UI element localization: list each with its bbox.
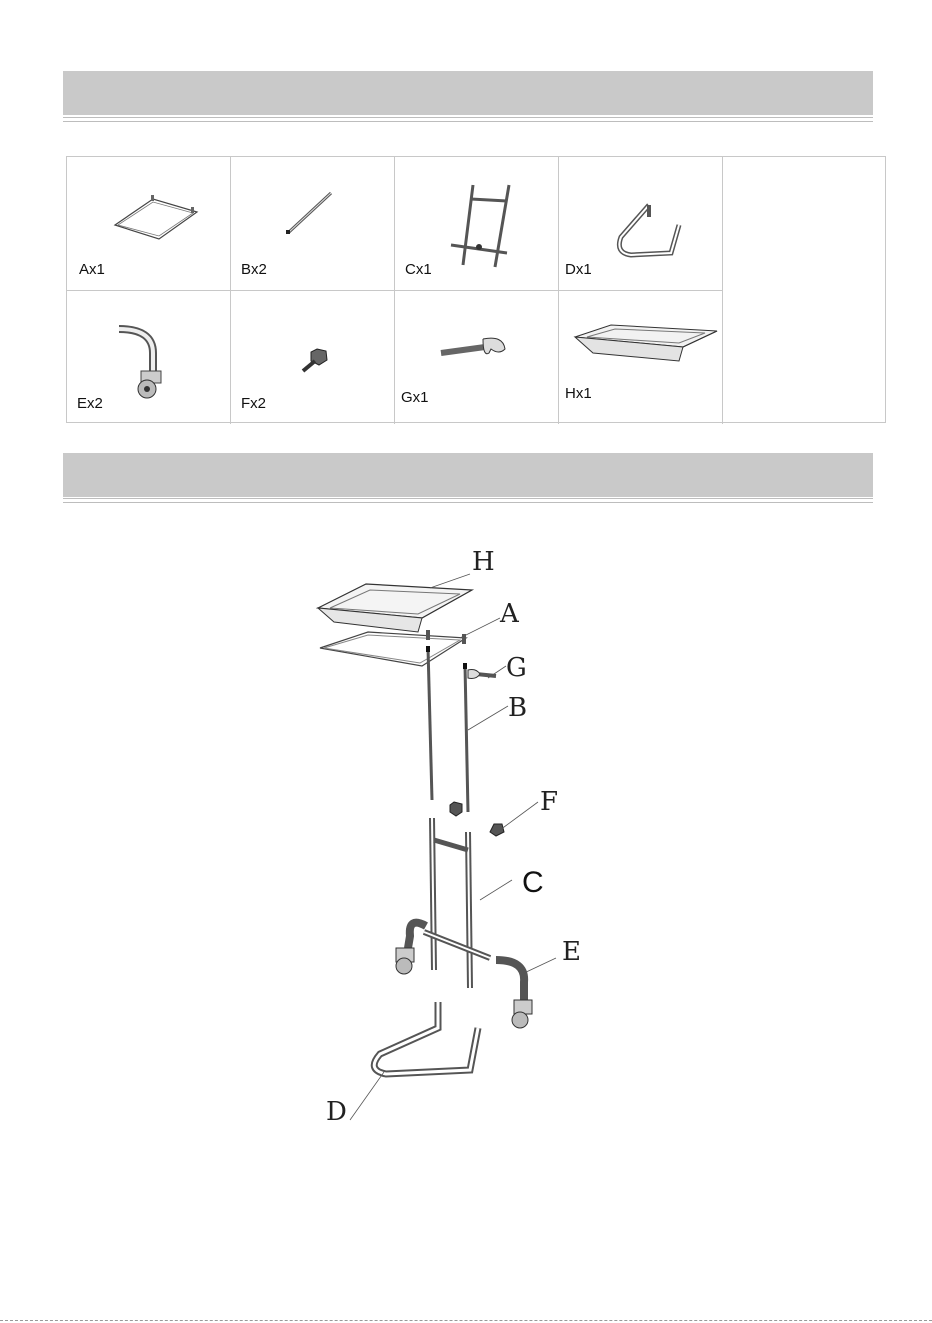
callout-g: G xyxy=(506,653,527,683)
rods-b-drawing xyxy=(426,646,468,812)
part-cell-h xyxy=(559,291,723,424)
callout-b: B xyxy=(508,693,528,723)
callout-c: C xyxy=(522,866,544,899)
assembly-header-bar xyxy=(63,453,873,497)
parts-grid xyxy=(66,156,886,423)
part-cell-g xyxy=(395,291,559,424)
part-label-c: Cx1 xyxy=(405,261,432,278)
part-label-h: Hx1 xyxy=(565,385,592,402)
assembly-header-rule xyxy=(63,498,873,503)
part-cell-a xyxy=(67,157,231,291)
tray-h-drawing xyxy=(318,584,472,632)
callout-d: D xyxy=(326,1097,347,1127)
callout-e: E xyxy=(562,937,581,967)
wrench-g-drawing xyxy=(468,670,496,679)
part-label-f: Fx2 xyxy=(241,395,267,412)
part-cell-b xyxy=(231,157,395,291)
frame-a-drawing xyxy=(320,630,466,666)
knobs-f-drawing xyxy=(450,802,504,836)
part-cell-empty xyxy=(723,157,887,424)
part-cell-e xyxy=(67,291,231,424)
tray-icon xyxy=(559,291,723,424)
callout-h: H xyxy=(472,547,495,577)
exploded-assembly-diagram xyxy=(300,540,600,1130)
casters-e-drawing xyxy=(396,923,532,1028)
part-cell-c xyxy=(395,157,559,291)
callout-f: F xyxy=(540,787,559,817)
page-bottom-rule xyxy=(0,1320,932,1321)
part-label-e: Ex2 xyxy=(77,395,103,412)
part-label-d: Dx1 xyxy=(565,261,592,278)
part-cell-f xyxy=(231,291,395,424)
parts-list-header-rule xyxy=(63,117,873,122)
part-label-g: Gx1 xyxy=(401,389,429,406)
parts-list-header-bar xyxy=(63,71,873,115)
part-cell-d xyxy=(559,157,723,291)
base-d-drawing xyxy=(374,1002,478,1074)
part-label-b: Bx2 xyxy=(241,261,267,278)
part-label-a: Ax1 xyxy=(79,261,105,278)
upright-c-drawing xyxy=(424,818,490,988)
callout-a: A xyxy=(500,599,519,629)
